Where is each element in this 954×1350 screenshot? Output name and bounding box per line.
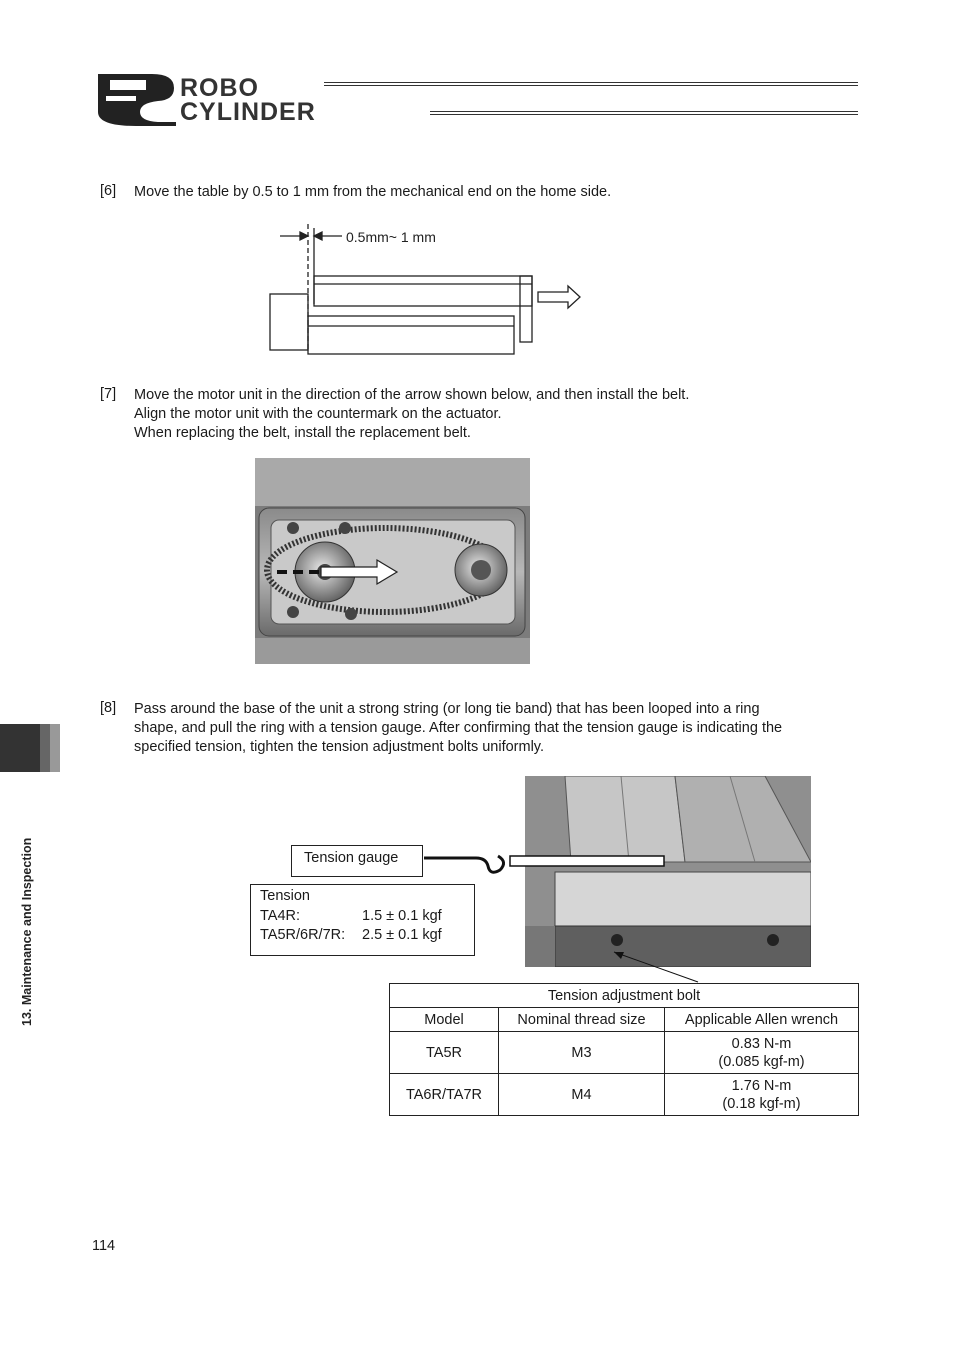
dimension-label: 0.5mm~ 1 mm [346, 229, 436, 245]
table-cell-torque [665, 1032, 859, 1074]
tension-value: 2.5 ± 0.1 kgf [362, 927, 442, 943]
tension-gauge-label-box [291, 845, 423, 877]
table-cell-model: TA5R [390, 1032, 499, 1074]
table-cell-model: TA6R/TA7R [390, 1074, 499, 1116]
torque-value-kgf: (0.085 kgf-m) [718, 1053, 805, 1070]
torque-value: 0.83 N-m [731, 1035, 792, 1052]
table-cell-thread: M4 [499, 1074, 665, 1116]
tension-model: TA4R: [260, 907, 301, 924]
step-7-number: [7] [100, 386, 117, 402]
tension-title: Tension [260, 888, 310, 904]
step-8-line-2: shape, and pull the ring with a tension gauge. After confirming that the tension gauge is indicating the [134, 720, 783, 736]
step-8-line-3: specified tension, tighten the tension adjustment bolts uniformly. [134, 739, 544, 755]
tension-row-ta5r-6r-7r [260, 926, 474, 946]
step-8-number: [8] [100, 700, 117, 716]
table-header-model: Model [390, 1008, 499, 1032]
table-row [390, 1032, 859, 1074]
table-header-thread: Nominal thread size [499, 1008, 665, 1032]
tension-adjustment-bolt-table [389, 983, 859, 1116]
table-header-wrench: Applicable Allen wrench [665, 1008, 859, 1032]
tension-model: TA5R/6R/7R: [260, 927, 346, 943]
logo-text-cylinder: CYLINDER [180, 98, 316, 126]
header-rule-top-1 [324, 82, 858, 83]
header-rule-bottom-2 [430, 114, 858, 115]
torque-value-kgf: (0.18 kgf-m) [722, 1095, 801, 1112]
table-cell-torque [665, 1074, 859, 1116]
table-row [390, 1074, 859, 1116]
table-cell-thread: M3 [499, 1032, 665, 1074]
chapter-tab [0, 724, 40, 772]
step-6-text: Move the table by 0.5 to 1 mm from the mechanical end on the home side. [134, 184, 612, 200]
step-7-line-3: When replacing the belt, install the replacement belt. [134, 425, 471, 441]
header-rule-bottom-1 [430, 111, 858, 112]
step-7-line-2: Align the motor unit with the countermark on the actuator. [134, 406, 502, 422]
table-offset-diagram [264, 220, 594, 358]
logo-text-robo: ROBO [180, 74, 259, 102]
tension-row-ta4r [260, 907, 474, 927]
tension-value: 1.5 ± 0.1 kgf [362, 907, 442, 924]
chapter-tab-light [50, 724, 60, 772]
chapter-label: 13. Maintenance and Inspection [20, 837, 34, 1026]
motor-unit-belt-photo [255, 458, 530, 664]
step-7-line-1: Move the motor unit in the direction of the arrow shown below, and then install the belt. [134, 387, 690, 403]
chapter-tab-mid [40, 724, 50, 772]
torque-value: 1.76 N-m [731, 1077, 792, 1094]
step-6-number: [6] [100, 183, 117, 199]
robo-cylinder-logo [96, 72, 426, 128]
tension-spec-box [250, 884, 475, 956]
page-number: 114 [92, 1238, 116, 1254]
tension-gauge-label: Tension gauge [304, 850, 399, 866]
step-8-line-1: Pass around the base of the unit a strong string (or long tie band) that has been looped into a ring [134, 701, 760, 717]
header-rule-top-2 [324, 85, 858, 86]
table-title: Tension adjustment bolt [390, 984, 859, 1008]
